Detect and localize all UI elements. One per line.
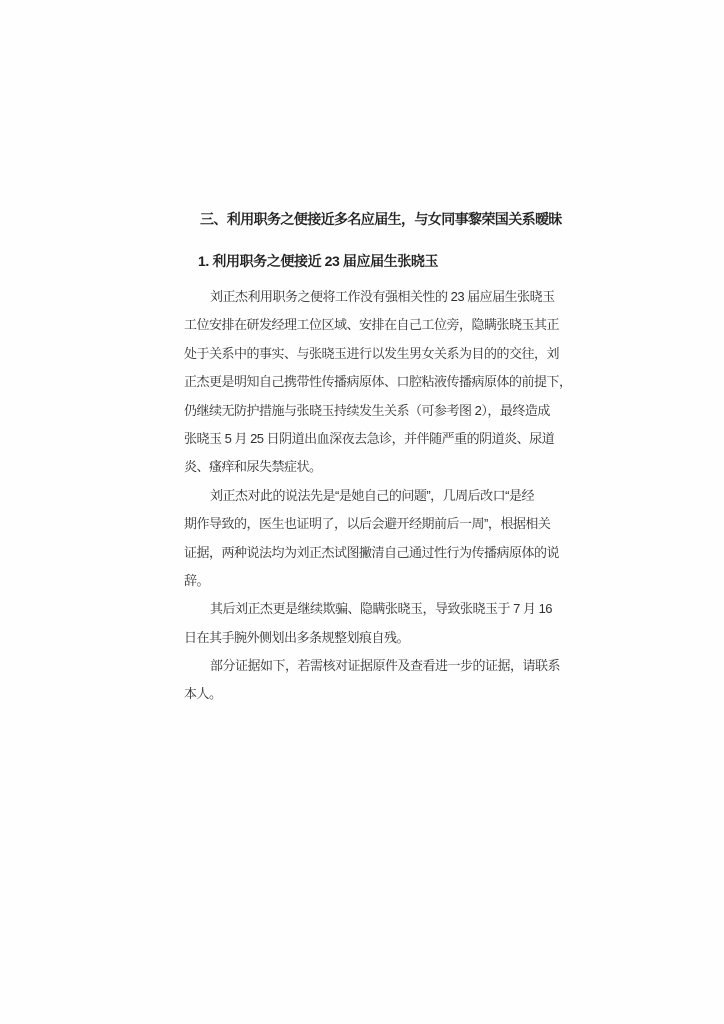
paragraph-line: 本人。 [184,686,222,702]
paragraph-2 [184,482,574,596]
paragraph-3 [184,595,574,652]
subsection-heading: 1. 利用职务之便接近 23 届应届生张晓玉 [198,253,439,269]
paragraph-line: 炎、瘙痒和尿失禁症状。 [184,459,322,475]
paragraph-line: 辞。 [184,572,210,588]
paragraph-1 [184,283,574,482]
paragraph-line: 处于关系中的事实、与张晓玉进行以发生男女关系为目的的交往，刘 [184,345,560,361]
section-heading: 三、利用职务之便接近多名应届生，与女同事黎荣国关系暧昧 [200,211,562,227]
paragraph-line: 张晓玉 5 月 25 日阴道出血深夜去急诊，并伴随严重的阴道炎、尿道 [184,430,555,446]
paragraph-line: 仍继续无防护措施与张晓玉持续发生关系（可参考图 2），最终造成 [184,402,550,418]
paragraph-line: 部分证据如下，若需核对证据原件及查看进一步的证据，请联系 [210,658,561,674]
paragraph-4 [184,652,574,709]
paragraph-line: 正杰更是明知自己携带性传播病原体、口腔粘液传播病原体的前提下， [184,374,572,390]
paragraph-line: 工位安排在研发经理工位区域、安排在自己工位旁，隐瞒张晓玉其正 [184,317,560,333]
body-text [184,283,574,709]
paragraph-line: 日在其手腕外侧划出多条规整划痕自残。 [184,629,410,645]
paragraph-line: 刘正杰利用职务之便将工作没有强相关性的 23 届应届生张晓玉 [210,289,555,304]
document-body [184,210,574,709]
paragraph-line: 刘正杰对此的说法先是“是她自己的问题”，几周后改口“是经 [210,487,534,503]
paragraph-line: 期作导致的，医生也证明了，以后会避开经期前后一周”，根据相关 [184,516,551,532]
paragraph-line: 其后刘正杰更是继续欺骗、隐瞒张晓玉，导致张晓玉于 7 月 16 [210,601,553,617]
paragraph-line: 证据，两种说法均为刘正杰试图撇清自己通过性行为传播病原体的说 [184,544,560,560]
